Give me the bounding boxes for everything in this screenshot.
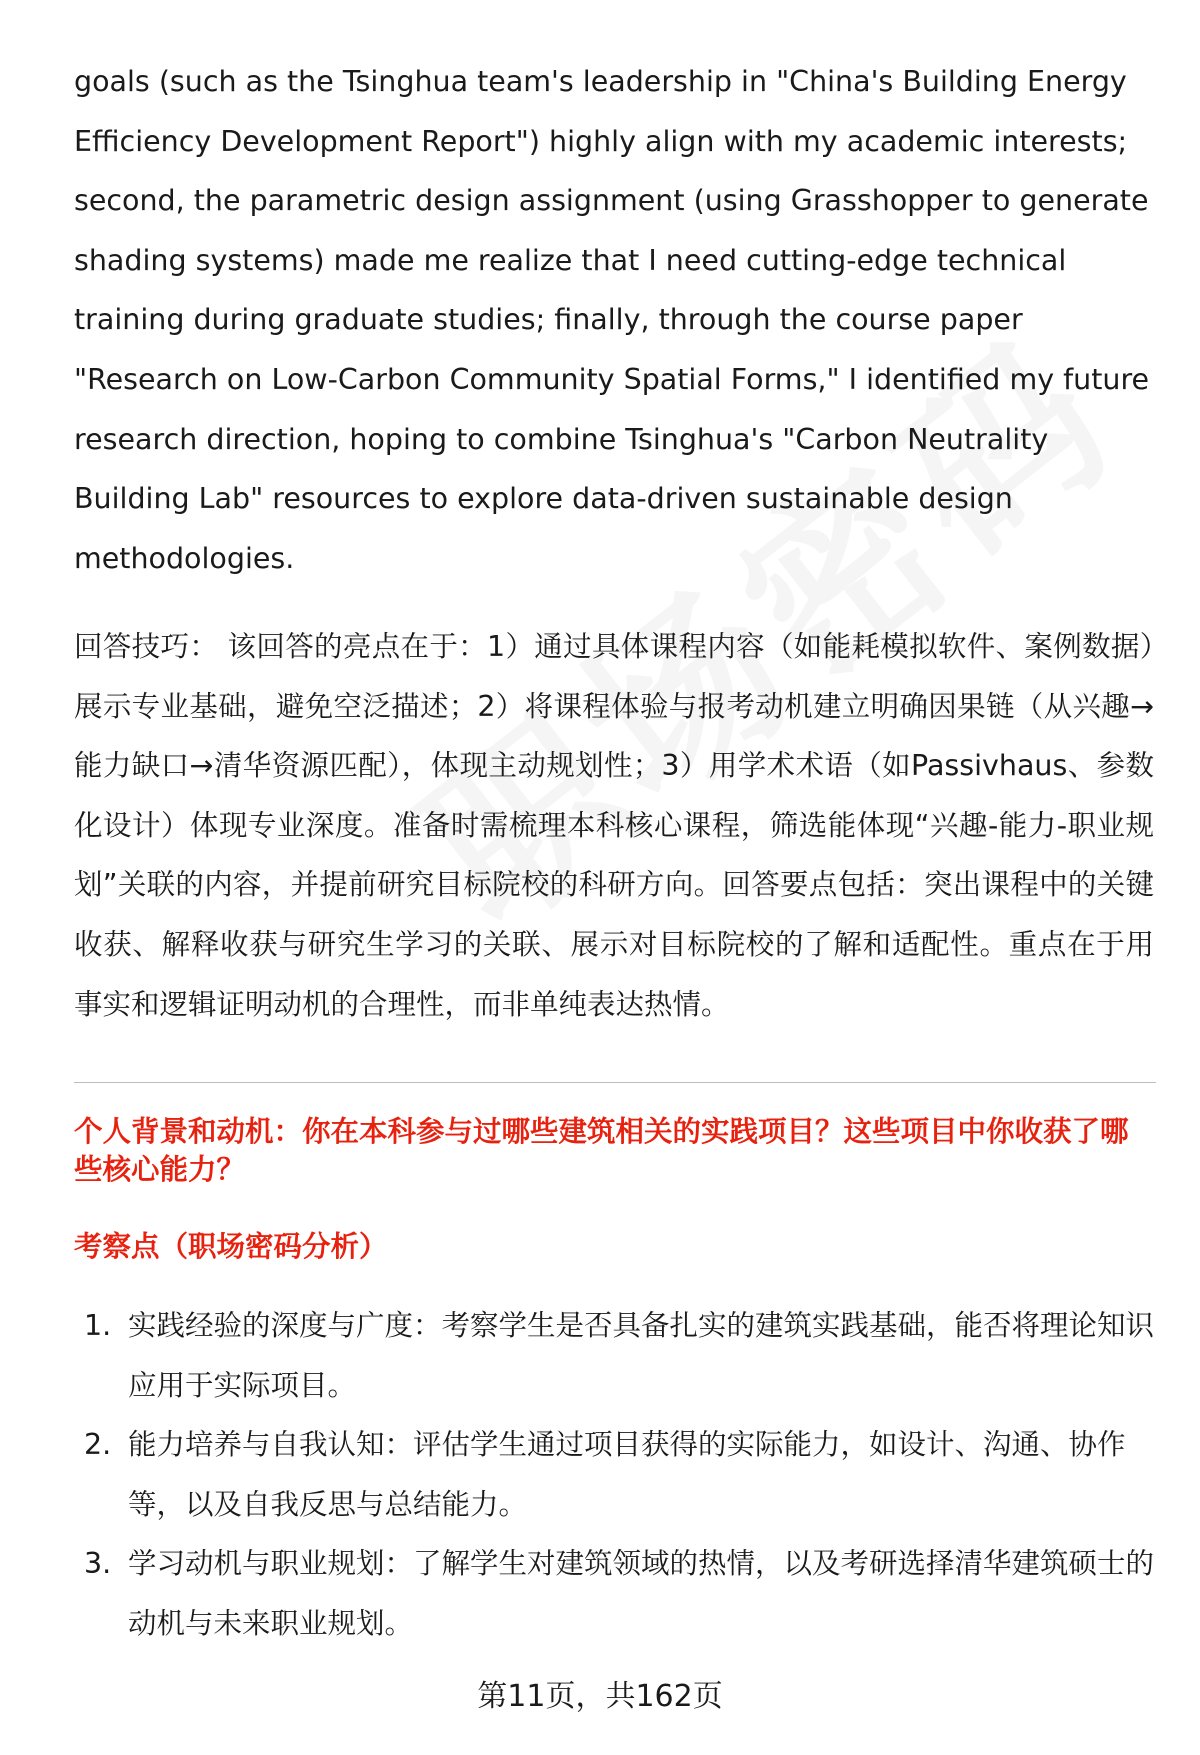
list-item-text: 学习动机与职业规划：了解学生对建筑领域的热情，以及考研选择清华建筑硕士的动机与未来职业规划。 [128, 1547, 1155, 1640]
list-item-number: 2. [84, 1428, 112, 1462]
list-item [74, 1415, 1154, 1534]
list-item-text: 实践经验的深度与广度：考察学生是否具备扎实的建筑实践基础，能否将理论知识应用于实际项目。 [128, 1309, 1155, 1402]
question-heading: 个人背景和动机：你在本科参与过哪些建筑相关的实践项目？这些项目中你收获了哪些核心能力？ [74, 1115, 1129, 1186]
list-item-number: 1. [84, 1309, 112, 1342]
list-item-text: 能力培养与自我认知：评估学生通过项目获得的实际能力，如设计、沟通、协作等，以及自我反思与总结能力。 [128, 1428, 1126, 1521]
answer-tips-paragraph: 回答技巧： 该回答的亮点在于：1）通过具体课程内容（如能耗模拟软件、案例数据）展示专业基础，避免空泛描述；2）将课程体验与报考动机建立明确因果链（从兴趣→能力缺口→清华资源匹配），体现主动规划性；3）用学术术语（如Passivhaus、参数化设计）体现专业深度。准备时需梳理本科核心课程，筛选能体现“兴趣-能力-职业规划”关联的内容，并提前研究目标院校的科研方向。回答要点包括：突出课程中的关键收获、解释收获与研究生学习的关联、展示对目标院校的了解和适配性。重点在于用事实和逻辑证明动机的合理性，而非单纯表达热情。 [74, 630, 1154, 1021]
section-divider [74, 1082, 1156, 1083]
list-item-number: 3. [84, 1547, 112, 1581]
list-item [74, 1296, 1154, 1415]
page-number-footer: 第11页，共162页 [477, 1679, 723, 1714]
assessment-points-list [74, 1296, 1154, 1654]
assessment-points-title: 考察点（职场密码分析） [74, 1230, 388, 1263]
list-item [74, 1534, 1154, 1653]
english-answer-paragraph: goals (such as the Tsinghua team's leadership in "China's Building Energy Efficiency Development Report") highly align with my academic interests; second, the parametric design assignment (using Grasshopper to generate shading systems) made me realize that I need cutting-edge technical training during graduate studies; finally, through the course paper "Research on Low-Carbon Community Spatial Forms," I identified my future research direction, hoping to combine Tsinghua's "Carbon Neutrality Building Lab" resources to explore data-driven sustainable design methodologies. [74, 65, 1150, 575]
